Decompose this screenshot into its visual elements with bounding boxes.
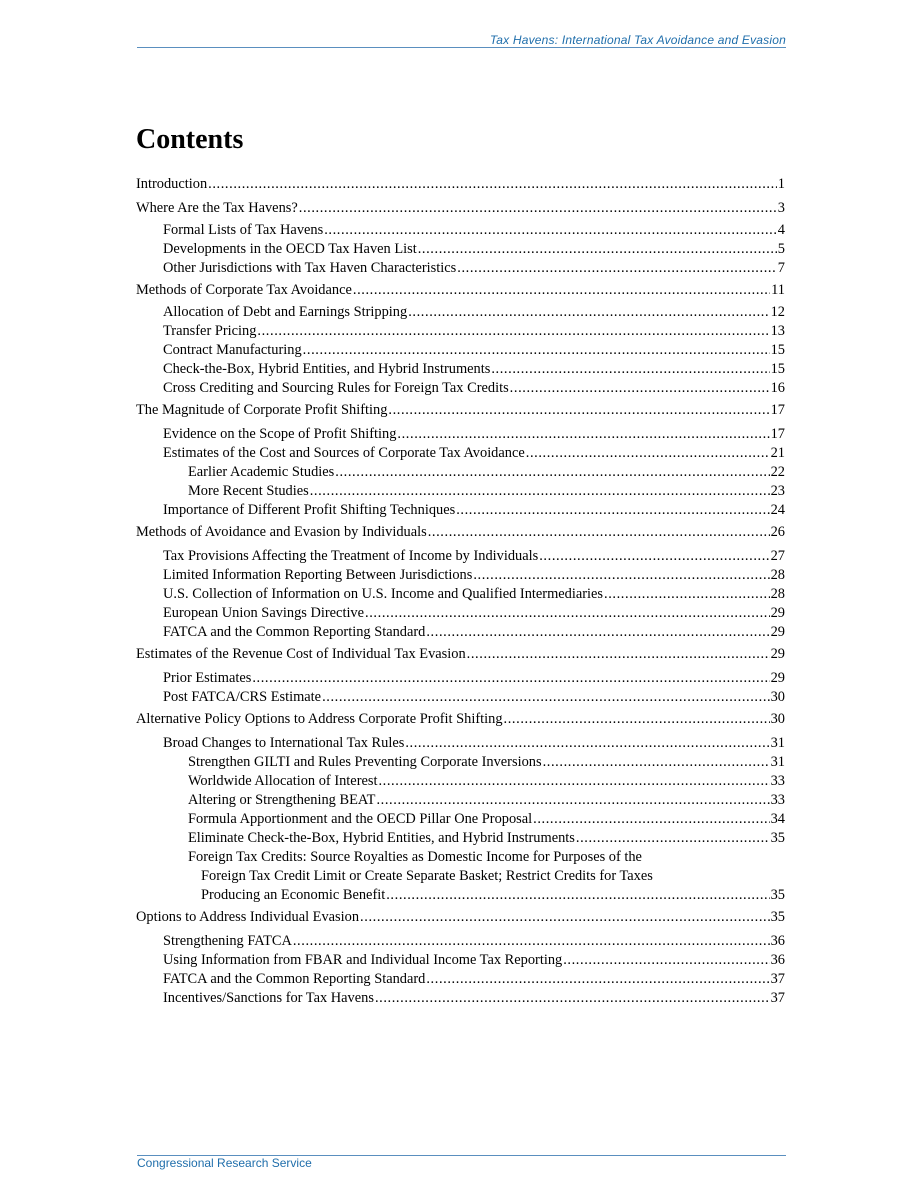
toc-entry-title: Methods of Corporate Tax Avoidance (136, 282, 352, 298)
toc-entry-title: More Recent Studies (188, 483, 309, 499)
toc-entry-title: Cross Crediting and Sourcing Rules for Foreign Tax Credits (163, 380, 509, 396)
toc-entry[interactable] (188, 481, 785, 501)
toc-dot-leader (388, 400, 769, 420)
toc-entry-page-number: 3 (777, 200, 785, 216)
toc-entry[interactable] (188, 752, 785, 772)
toc-entry-title: Formal Lists of Tax Havens (163, 222, 324, 238)
toc-dot-leader (510, 378, 770, 398)
footer-organization: Congressional Research Service (137, 1156, 312, 1170)
toc-entry[interactable] (136, 522, 785, 542)
toc-entry-page-number: 31 (770, 754, 785, 770)
toc-entry-page-number: 1 (777, 176, 785, 192)
toc-entry-title: U.S. Collection of Information on U.S. Income and Qualified Intermediaries (163, 586, 604, 602)
toc-entry-page-number: 22 (770, 464, 785, 480)
toc-dot-leader (208, 174, 777, 194)
toc-entry-page-number: 16 (770, 380, 785, 396)
toc-entry-page-number: 17 (770, 426, 785, 442)
toc-entry-page-number: 28 (770, 586, 785, 602)
toc-entry-page-number: 36 (770, 952, 785, 968)
toc-dot-leader (456, 500, 769, 520)
toc-dot-leader (360, 907, 770, 927)
toc-entry-page-number: 35 (770, 909, 785, 925)
toc-dot-leader (322, 687, 770, 707)
toc-entry-title: Altering or Strengthening BEAT (188, 792, 376, 808)
toc-entry-page-number: 35 (770, 887, 785, 903)
toc-entry-title: Strengthen GILTI and Rules Preventing Corporate Inversions (188, 754, 542, 770)
toc-dot-leader (526, 443, 770, 463)
toc-entry-page-number: 28 (770, 567, 785, 583)
toc-entry-page-number: 37 (770, 971, 785, 987)
toc-entry-page-number: 37 (770, 990, 785, 1006)
toc-entry-page-number: 31 (770, 735, 785, 751)
toc-entry-title: Producing an Economic Benefit (201, 887, 386, 903)
toc-dot-leader (299, 198, 777, 218)
toc-entry[interactable] (163, 340, 785, 360)
toc-entry[interactable] (188, 790, 785, 810)
toc-entry-title: Incentives/Sanctions for Tax Havens (163, 990, 374, 1006)
toc-entry-title: Broad Changes to International Tax Rules (163, 735, 405, 751)
toc-dot-leader (457, 258, 777, 278)
toc-entry-title: Check-the-Box, Hybrid Entities, and Hybrid Instruments (163, 361, 491, 377)
toc-entry-title: Other Jurisdictions with Tax Haven Characteristics (163, 260, 457, 276)
toc-entry-page-number: 30 (770, 711, 785, 727)
toc-entry[interactable] (201, 866, 785, 886)
toc-entry-title: Developments in the OECD Tax Haven List (163, 241, 417, 257)
toc-entry-page-number: 29 (770, 605, 785, 621)
toc-entry-page-number: 30 (770, 689, 785, 705)
toc-entry[interactable] (188, 771, 785, 791)
toc-entry-page-number: 35 (770, 830, 785, 846)
toc-entry[interactable] (163, 565, 785, 585)
toc-entry-title: Post FATCA/CRS Estimate (163, 689, 322, 705)
toc-entry-page-number: 24 (770, 502, 785, 518)
toc-entry-title: Transfer Pricing (163, 323, 257, 339)
toc-entry-page-number: 27 (770, 548, 785, 564)
toc-entry-title: FATCA and the Common Reporting Standard (163, 971, 426, 987)
toc-entry[interactable] (136, 280, 785, 300)
toc-dot-leader (335, 462, 769, 482)
toc-entry[interactable] (188, 462, 785, 482)
toc-entry-page-number: 21 (770, 445, 785, 461)
toc-entry-title: European Union Savings Directive (163, 605, 365, 621)
toc-entry[interactable] (136, 198, 785, 218)
running-header-title: Tax Havens: International Tax Avoidance and Evasion (489, 33, 786, 47)
toc-entry[interactable] (136, 709, 785, 729)
toc-entry[interactable] (188, 847, 785, 867)
toc-dot-leader (324, 220, 777, 240)
toc-entry[interactable] (163, 424, 785, 444)
toc-entry[interactable] (136, 644, 785, 664)
toc-entry-page-number: 36 (770, 933, 785, 949)
toc-dot-leader (365, 603, 770, 623)
toc-entry-title: Allocation of Debt and Earnings Stripping (163, 304, 408, 320)
toc-entry-page-number: 7 (777, 260, 785, 276)
toc-entry[interactable] (188, 828, 785, 848)
toc-entry-page-number: 23 (770, 483, 785, 499)
toc-entry-page-number: 33 (770, 773, 785, 789)
toc-dot-leader (378, 771, 769, 791)
toc-entry[interactable] (163, 220, 785, 240)
toc-dot-leader (473, 565, 769, 585)
toc-entry[interactable] (163, 622, 785, 642)
toc-dot-leader (353, 280, 770, 300)
toc-entry-title: Contract Manufacturing (163, 342, 302, 358)
toc-entry[interactable] (163, 546, 785, 566)
toc-entry[interactable] (163, 500, 785, 520)
toc-dot-leader (428, 522, 770, 542)
toc-entry-title: FATCA and the Common Reporting Standard (163, 624, 426, 640)
toc-entry-page-number: 29 (770, 670, 785, 686)
toc-entry[interactable] (136, 174, 785, 194)
toc-entry-title: Formula Apportionment and the OECD Pillar One Proposal (188, 811, 533, 827)
toc-entry[interactable] (163, 668, 785, 688)
toc-entry[interactable] (163, 950, 785, 970)
toc-entry[interactable] (201, 885, 785, 905)
toc-entry-title: Methods of Avoidance and Evasion by Individuals (136, 524, 427, 540)
toc-entry[interactable] (163, 359, 785, 379)
toc-entry-page-number: 15 (770, 342, 785, 358)
toc-dot-leader (418, 239, 777, 259)
toc-entry[interactable] (163, 258, 785, 278)
toc-entry-page-number: 34 (770, 811, 785, 827)
toc-dot-leader (504, 709, 770, 729)
toc-entry-title: Prior Estimates (163, 670, 252, 686)
toc-dot-leader (375, 988, 770, 1008)
toc-dot-leader (376, 790, 769, 810)
toc-entry-title: Eliminate Check-the-Box, Hybrid Entities, and Hybrid Instruments (188, 830, 575, 846)
toc-entry-title: Estimates of the Revenue Cost of Individual Tax Evasion (136, 646, 466, 662)
toc-entry-page-number: 17 (770, 402, 785, 418)
toc-dot-leader (491, 359, 769, 379)
toc-entry[interactable] (163, 321, 785, 341)
toc-entry-page-number: 4 (777, 222, 785, 238)
toc-entry-page-number: 26 (770, 524, 785, 540)
toc-entry-title: Where Are the Tax Havens? (136, 200, 298, 216)
toc-dot-leader (539, 546, 769, 566)
toc-dot-leader (563, 950, 769, 970)
toc-dot-leader (397, 424, 769, 444)
toc-entry-title: Tax Provisions Affecting the Treatment of Income by Individuals (163, 548, 539, 564)
toc-entry-page-number: 12 (770, 304, 785, 320)
toc-entry-title: Worldwide Allocation of Interest (188, 773, 378, 789)
toc-entry-title: Foreign Tax Credits: Source Royalties as Domestic Income for Purposes of the (188, 849, 642, 865)
toc-entry[interactable] (163, 239, 785, 259)
toc-dot-leader (303, 340, 770, 360)
toc-entry-title: Foreign Tax Credit Limit or Create Separate Basket; Restrict Credits for Taxes (201, 868, 653, 884)
page-title: Contents (136, 124, 244, 155)
toc-dot-leader (576, 828, 770, 848)
toc-dot-leader (405, 733, 769, 753)
toc-entry-page-number: 5 (777, 241, 785, 257)
toc-entry[interactable] (136, 907, 785, 927)
toc-entry-page-number: 29 (770, 624, 785, 640)
toc-entry-title: Strengthening FATCA (163, 933, 292, 949)
toc-entry[interactable] (163, 302, 785, 322)
toc-entry[interactable] (163, 969, 785, 989)
toc-entry-title: Introduction (136, 176, 208, 192)
toc-entry-title: Earlier Academic Studies (188, 464, 335, 480)
toc-entry[interactable] (188, 809, 785, 829)
toc-entry-page-number: 13 (770, 323, 785, 339)
toc-entry[interactable] (163, 378, 785, 398)
toc-entry[interactable] (163, 988, 785, 1008)
toc-entry-title: Alternative Policy Options to Address Corporate Profit Shifting (136, 711, 503, 727)
toc-entry-title: Limited Information Reporting Between Jurisdictions (163, 567, 473, 583)
toc-dot-leader (408, 302, 769, 322)
toc-entry-title: Evidence on the Scope of Profit Shifting (163, 426, 397, 442)
toc-dot-leader (543, 752, 770, 772)
toc-dot-leader (257, 321, 769, 341)
toc-entry-page-number: 11 (771, 282, 785, 298)
toc-dot-leader (386, 885, 769, 905)
toc-entry[interactable] (136, 400, 785, 420)
toc-entry-title: Using Information from FBAR and Individual Income Tax Reporting (163, 952, 563, 968)
toc-entry-page-number: 15 (770, 361, 785, 377)
toc-entry[interactable] (163, 733, 785, 753)
toc-dot-leader (310, 481, 770, 501)
toc-dot-leader (293, 931, 770, 951)
toc-dot-leader (533, 809, 769, 829)
toc-entry-title: Importance of Different Profit Shifting Techniques (163, 502, 456, 518)
toc-dot-leader (426, 622, 769, 642)
toc-entry-page-number: 33 (770, 792, 785, 808)
toc-entry-title: The Magnitude of Corporate Profit Shifting (136, 402, 388, 418)
toc-entry-title: Options to Address Individual Evasion (136, 909, 360, 925)
toc-entry-page-number: 29 (770, 646, 785, 662)
toc-entry[interactable] (163, 584, 785, 604)
toc-entry[interactable] (163, 687, 785, 707)
toc-entry[interactable] (163, 603, 785, 623)
toc-dot-leader (426, 969, 769, 989)
header-rule (137, 47, 786, 48)
toc-entry-title: Estimates of the Cost and Sources of Corporate Tax Avoidance (163, 445, 525, 461)
toc-dot-leader (467, 644, 770, 664)
toc-dot-leader (252, 668, 769, 688)
toc-dot-leader (604, 584, 770, 604)
toc-entry[interactable] (163, 931, 785, 951)
toc-entry[interactable] (163, 443, 785, 463)
